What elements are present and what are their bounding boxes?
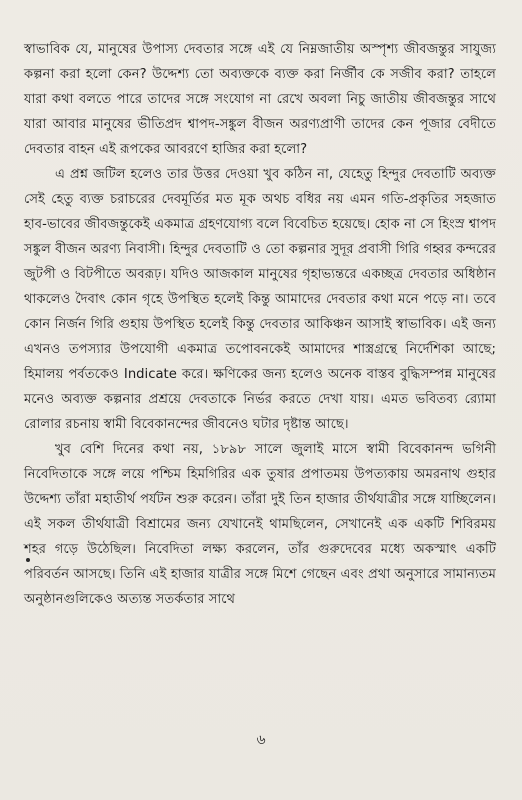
paragraph-2: এ প্রশ্ন জটিল হলেও তার উত্তর দেওয়া খুব কঠিন না, যেহেতু হিন্দুর দেবতাটি অব্যক্ত সেই হেতু ব্যক্ত চরাচরের দেবমূর্তির মত মূক অথচ বধির নয় এমন গতি-প্রকৃতির সহজাত হাব-ভাবের জীবজন্তুকেই একমাত্র গ্রহণযোগ্য বলে বিবেচিত হয়েছে। হোক না সে হিংস্র শ্বাপদ সঙ্কুল বীজন অরণ্য নিবাসী। হিন্দুর দেবতাটি ও তো কল্পনার সুদূর প্রবাসী গিরি গহ্বর কন্দরের জুটপী ও বিটপীতে অবরূঢ়। যদিও আজকাল মানুষের গৃহাভ্যন্তরে একচ্ছত্র দেবতার অধিষ্ঠান থাকলেও দৈবাৎ কোন গৃহে উপস্থিত হলেই কিন্তু আমাদের দেবতার কথা মনে পড়ে না। তবে কোন নির্জন গিরি গুহায় উপস্থিত হলেই কিন্তু দেবতার আকিঞ্চন আসাই স্বাভাবিক। এই জন্য এখনও তপস্যার উপযোগী একমাত্র তপোবনকেই আমাদের শাস্ত্রগ্রন্থে নির্দেশিকা আছে; হিমালয় পর্বতকেও Indicate করে। ক্ষণিকের জন্য হলেও অনেক বাস্তব বুদ্ধিসম্পন্ন মানুষের মনেও অব্যক্ত কল্পনার প্রশ্রয়ে দেবতাকে নির্ভর করতে দেখা যায়। এমত ভবিতব্য র‍্যোমা রোলার রচনায় স্বামী বিবেকানন্দের জীবনেও ঘটার দৃষ্টান্ত আছে। xyxy=(24,167,496,432)
paragraph-3: খুব বেশি দিনের কথা নয়, ১৮৯৮ সালে জুলাই মাসে স্বামী বিবেকানন্দ ভগিনী নিবেদিতাকে সঙ্গে লয়ে পশ্চিম হিমগিরির এক তুষার প্রপাতময় উপত্যকায় অমরনাথ গুহার উদ্দেশ্য তাঁরা মহাতীর্থ পর্যটন শুরু করেন। তাঁরা দুই তিন হাজার তীর্থযাত্রীর সঙ্গে যাচ্ছিলেন। এই সকল তীর্থযাত্রী বিশ্রামের জন্য যেখানেই থামছিলেন, সেখানেই এক একটি শিবিরময় শহর গড়ে উঠেছিল। নিবেদিতা লক্ষ্য করলেন, তাঁর গুরুদেবের মধ্যে অকস্মাৎ একটি পরিবর্তন আসছে। তিনি এই হাজার যাত্রীর সঙ্গে মিশে গেছেন এবং প্রথা অনুসারে সামান্যতম অনুষ্ঠানগুলিকেও অত্যন্ত সতর্কতার সাথে xyxy=(24,442,496,607)
body-text xyxy=(24,37,496,612)
paragraph-1: স্বাভাবিক যে, মানুষের উপাস্য দেবতার সঙ্গে এই যে নিম্নজাতীয় অস্পৃশ্য জীবজন্তুর সাযুজ্য কল্পনা করা হলো কেন? উদ্দেশ্য তো অব্যক্তকে ব্যক্ত করা নির্জীব কে সজীব করা? তাহলে যারা কথা বলতে পারে তাদের সঙ্গে সংযোগ না রেখে অবলা নিচু জাতীয় জীবজন্তুর সাথে যারা আবার মানুষের ভীতিপ্রদ শ্বাপদ-সঙ্কুল বীজন অরণ্যপ্রাণী তাদের কেন পূজার বেদীতে দেবতার বাহন এই রূপকের আবরণে হাজির করা হলো? xyxy=(24,42,496,157)
page-number: ৬ xyxy=(256,732,266,748)
print-speck xyxy=(26,558,30,562)
